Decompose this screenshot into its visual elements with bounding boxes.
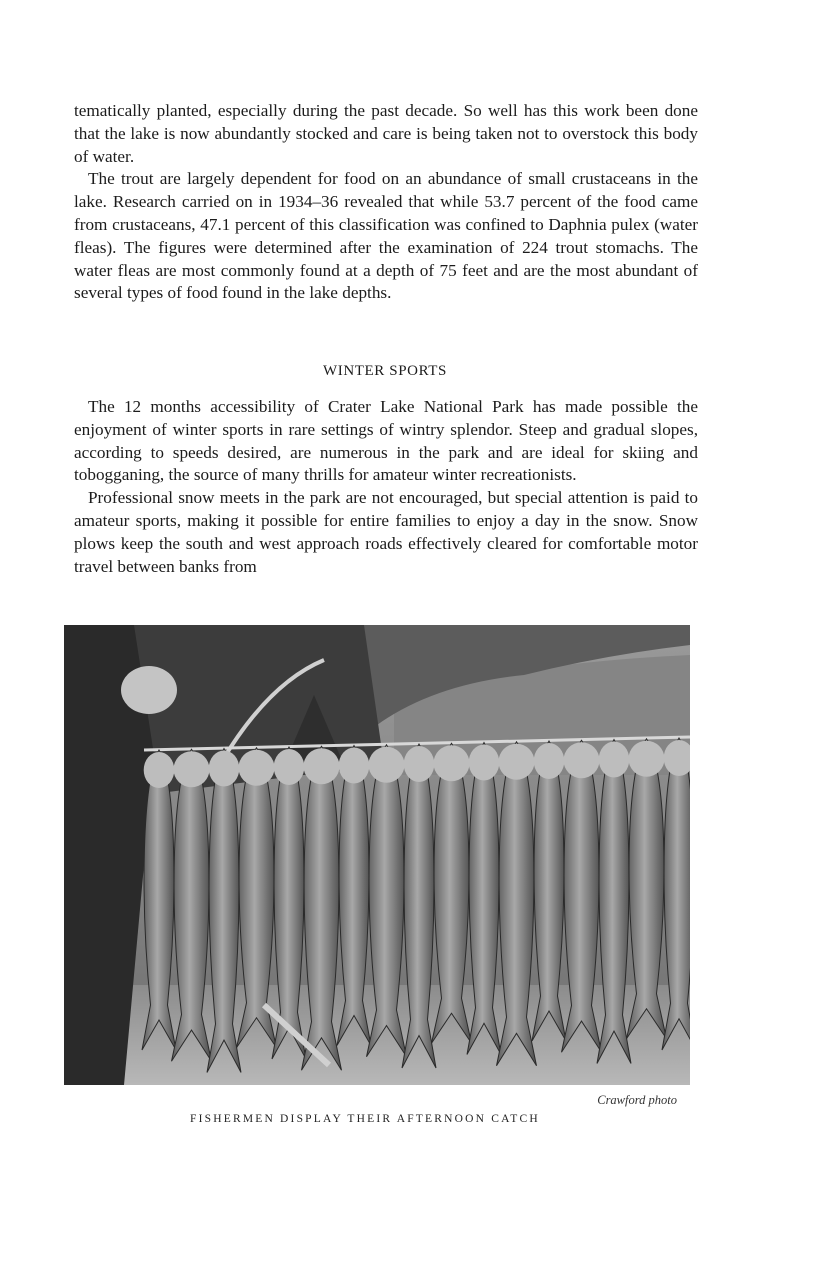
fish-head: [304, 748, 340, 784]
fish-head: [274, 749, 305, 785]
fish-group: [142, 738, 690, 1073]
paragraph: The 12 months accessibility of Crater Lake National Park has made possible the enjoyment of winter sports in rare settings of wintry splendor. Steep and gradual slopes, according to speeds desired, are numerous in the park and are ideal for skiing and tobogganing, the source of many thrills for amateur winter recreationists.: [74, 397, 698, 485]
fish-head: [174, 751, 210, 787]
fish-head: [564, 742, 600, 778]
fish-catch-photo: [64, 625, 690, 1085]
winter-sports-text-block: [74, 396, 698, 578]
hand: [121, 666, 177, 714]
fish-head: [369, 747, 405, 783]
paragraph: The trout are largely dependent for food on an abundance of small crustaceans in the lake. Research carried on in 1934–36 revealed that while 53.7 percent of the food came from crustaceans, 47.1 percent of this classification was confined to Daphnia pulex (water fleas). The figures were determined after the examination of 224 trout stomachs. The water fleas are most commonly found at a depth of 75 feet and are the most abundant of several types of food found in the lake depths.: [74, 169, 698, 303]
photo-credit: Crawford photo: [597, 1093, 677, 1107]
fish-head: [599, 742, 630, 778]
photo-illustration: [64, 625, 690, 1085]
fish-head: [469, 745, 500, 781]
top-text-block: [74, 100, 698, 305]
photo-caption: FISHERMEN DISPLAY THEIR AFTERNOON CATCH: [190, 1113, 540, 1125]
fish-head: [629, 741, 665, 777]
fish-head: [404, 746, 435, 782]
fish-head: [339, 748, 370, 784]
fish-head: [499, 744, 535, 780]
section-heading: WINTER SPORTS: [323, 363, 447, 379]
fish-head: [239, 750, 275, 786]
fish-head: [144, 752, 175, 788]
fish-head: [434, 745, 470, 781]
paragraph: Professional snow meets in the park are not encouraged, but special attention is paid to amateur sports, making it possible for entire families to enjoy a day in the snow. Snow plows keep the south and west approach roads effectively cleared for comfortable motor travel between banks from: [74, 488, 698, 576]
fish-head: [534, 743, 565, 779]
paragraph: tematically planted, especially during the past decade. So well has this work been done that the lake is now abundantly stocked and care is being taken not to overstock this body of water.: [74, 101, 698, 166]
fish-head: [209, 751, 240, 787]
